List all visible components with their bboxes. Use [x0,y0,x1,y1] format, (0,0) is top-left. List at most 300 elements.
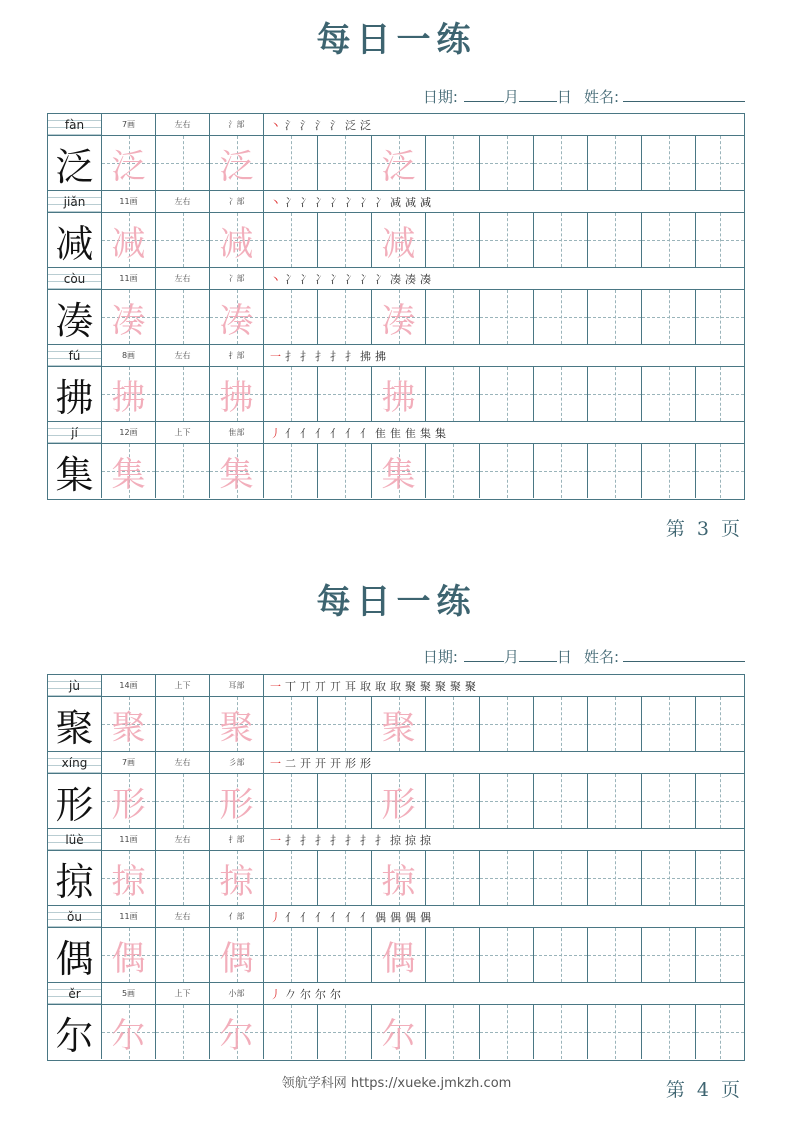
practice-box[interactable] [156,213,210,267]
practice-box[interactable] [426,444,480,498]
model-char: 减 [55,221,94,266]
trace-char: 偶 [219,938,254,979]
practice-box[interactable] [318,136,372,190]
practice-box[interactable] [426,851,480,905]
practice-box[interactable] [156,928,210,982]
radical: 冫部 [210,191,264,212]
trace-char-box [102,136,156,190]
radical: 隹部 [210,422,264,443]
stroke-step: 丌 [315,679,326,693]
stroke-step: 扌 [345,349,356,363]
page-number: 第 4 页 [665,1079,743,1101]
practice-box[interactable] [264,136,318,190]
stroke-step: 冫 [345,272,356,286]
stroke-step: 亻 [315,910,326,924]
stroke-step: 亻 [285,426,296,440]
trace-char: 集 [219,454,254,495]
practice-box[interactable] [318,213,372,267]
practice-box[interactable] [696,367,744,421]
stroke-order [264,752,744,773]
structure: 左右 [156,191,210,212]
practice-box[interactable] [642,774,696,828]
radical: 小部 [210,983,264,1004]
trace-char: 集 [381,454,416,495]
char-practice-row [48,928,744,983]
practice-box[interactable] [696,1005,744,1059]
practice-box[interactable] [588,928,642,982]
trace-char-box [372,290,426,344]
char-practice-row [48,1005,744,1060]
trace-char: 偶 [111,938,146,979]
pinyin: xíng [48,752,102,773]
model-char: 形 [55,782,94,827]
practice-box[interactable] [642,1005,696,1059]
trace-char-box [102,213,156,267]
structure: 上下 [156,422,210,443]
radical: 彡部 [210,752,264,773]
trace-char-box [210,136,264,190]
stroke-order [264,422,744,443]
char-info-row [48,191,744,213]
practice-box[interactable] [534,1005,588,1059]
practice-box[interactable] [642,290,696,344]
stroke-order [264,675,744,696]
stroke-step: 𠂊 [285,987,296,1001]
stroke-step: 冫 [345,195,356,209]
stroke-step: 扌 [285,349,296,363]
stroke-step: 扌 [315,349,326,363]
stroke-step: 尔 [315,987,326,1001]
practice-box[interactable] [480,851,534,905]
trace-char-box [372,928,426,982]
stroke-step: 一 [270,349,281,363]
practice-box[interactable] [480,1005,534,1059]
stroke-step: 扌 [375,833,386,847]
stroke-step: 亻 [285,910,296,924]
pinyin: jí [48,422,102,443]
practice-box[interactable] [534,136,588,190]
stroke-order [264,268,744,289]
practice-box[interactable] [156,136,210,190]
stroke-step: 亻 [360,910,371,924]
date-name-line [423,86,745,107]
stroke-step: 丅 [285,679,296,693]
trace-char: 掠 [381,861,416,902]
month-label: 月 [503,88,519,106]
model-char-box [48,697,102,751]
char-practice-row [48,774,744,829]
practice-box[interactable] [534,444,588,498]
stroke-step: 聚 [405,679,416,693]
trace-char-box [372,367,426,421]
stroke-step: 冫 [315,272,326,286]
stroke-step: 取 [390,679,401,693]
practice-box[interactable] [426,697,480,751]
trace-char: 泛 [219,146,254,187]
model-char: 泛 [55,144,94,189]
practice-box[interactable] [264,851,318,905]
practice-box[interactable] [642,367,696,421]
practice-box[interactable] [426,367,480,421]
stroke-step: 丿 [270,987,281,1001]
trace-char-box [372,774,426,828]
model-char: 集 [55,452,94,497]
stroke-step: 亻 [345,426,356,440]
practice-box[interactable] [588,290,642,344]
stroke-step: 氵 [300,118,311,132]
char-practice-row [48,697,744,752]
stroke-step: 氵 [330,118,341,132]
stroke-step: 一 [270,679,281,693]
stroke-step: 聚 [435,679,446,693]
char-info-row [48,345,744,367]
footer-watermark: 领航学科网 https://xueke.jmkzh.com [281,1076,512,1091]
practice-box[interactable] [588,774,642,828]
practice-box[interactable] [318,367,372,421]
trace-char-box [210,928,264,982]
structure: 上下 [156,675,210,696]
practice-box[interactable] [534,851,588,905]
practice-box[interactable] [480,290,534,344]
char-info-row [48,983,744,1005]
stroke-step: 凑 [405,272,416,286]
practice-box[interactable] [318,1005,372,1059]
practice-box[interactable] [696,697,744,751]
structure: 左右 [156,906,210,927]
practice-box[interactable] [264,1005,318,1059]
model-char: 拂 [55,375,94,420]
practice-box[interactable] [426,136,480,190]
practice-box[interactable] [588,444,642,498]
day-blank[interactable] [519,87,557,102]
practice-box[interactable] [156,697,210,751]
date-label: 日期: [422,88,458,106]
stroke-step: 冫 [360,272,371,286]
stroke-step: 丶 [270,272,281,286]
stroke-step: 聚 [420,679,431,693]
name-label: 姓名: [583,648,619,666]
name-blank[interactable] [623,647,745,662]
radical: 亻部 [210,906,264,927]
practice-box[interactable] [426,213,480,267]
structure: 左右 [156,345,210,366]
practice-box[interactable] [480,697,534,751]
stroke-step: 偶 [405,910,416,924]
stroke-count: 7画 [102,752,156,773]
practice-box[interactable] [588,697,642,751]
trace-char-box [372,213,426,267]
stroke-count: 11画 [102,829,156,850]
radical: 氵部 [210,114,264,135]
month-label: 月 [503,648,519,666]
stroke-count: 11画 [102,191,156,212]
stroke-step: 扌 [300,349,311,363]
practice-box[interactable] [318,851,372,905]
practice-box[interactable] [156,1005,210,1059]
stroke-step: 开 [300,756,311,770]
stroke-step: 取 [375,679,386,693]
char-info-row [48,752,744,774]
stroke-step: 冫 [300,195,311,209]
stroke-step: 隹 [375,426,386,440]
practice-box[interactable] [480,213,534,267]
practice-box[interactable] [426,1005,480,1059]
model-char-box [48,367,102,421]
practice-box[interactable] [642,213,696,267]
pinyin: fú [48,345,102,366]
practice-box[interactable] [534,290,588,344]
practice-box[interactable] [480,774,534,828]
structure: 左右 [156,829,210,850]
practice-box[interactable] [534,697,588,751]
practice-box[interactable] [264,213,318,267]
practice-box[interactable] [156,774,210,828]
practice-box[interactable] [480,367,534,421]
practice-box[interactable] [426,928,480,982]
day-label: 日 [556,648,572,666]
trace-char-box [210,367,264,421]
practice-box[interactable] [588,1005,642,1059]
model-char: 尔 [55,1013,94,1058]
stroke-step: 冫 [285,272,296,286]
char-info-row [48,114,744,136]
stroke-step: 丌 [300,679,311,693]
char-info-row [48,268,744,290]
stroke-step: 亻 [330,910,341,924]
radical: 耳部 [210,675,264,696]
practice-box[interactable] [264,444,318,498]
trace-char-box [102,928,156,982]
trace-char: 凑 [381,300,416,341]
practice-box[interactable] [642,136,696,190]
practice-box[interactable] [318,290,372,344]
stroke-step: 亻 [345,910,356,924]
model-char: 掠 [55,859,94,904]
practice-box[interactable] [264,928,318,982]
practice-box[interactable] [156,290,210,344]
day-label: 日 [556,88,572,106]
practice-box[interactable] [480,928,534,982]
practice-box[interactable] [426,774,480,828]
practice-box[interactable] [318,697,372,751]
practice-box[interactable] [642,928,696,982]
char-practice-row [48,851,744,906]
practice-box[interactable] [534,774,588,828]
trace-char: 掠 [111,861,146,902]
char-info-row [48,675,744,697]
stroke-step: 尔 [300,987,311,1001]
practice-box[interactable] [264,697,318,751]
model-char-box [48,774,102,828]
practice-box[interactable] [588,851,642,905]
practice-box[interactable] [318,928,372,982]
practice-box[interactable] [642,697,696,751]
stroke-step: 丌 [330,679,341,693]
practice-box[interactable] [588,136,642,190]
stroke-count: 11画 [102,268,156,289]
trace-char: 减 [111,223,146,264]
stroke-step: 形 [345,756,356,770]
stroke-step: 扌 [300,833,311,847]
radical: 冫部 [210,268,264,289]
stroke-step: 冫 [375,272,386,286]
model-char-box [48,444,102,498]
stroke-step: 集 [420,426,431,440]
trace-char: 泛 [111,146,146,187]
stroke-step: 掠 [390,833,401,847]
trace-char: 掠 [219,861,254,902]
trace-char: 减 [381,223,416,264]
pinyin: ěr [48,983,102,1004]
stroke-step: 凑 [420,272,431,286]
structure: 上下 [156,983,210,1004]
date-name-line [423,646,745,667]
stroke-step: 掠 [405,833,416,847]
practice-box[interactable] [696,928,744,982]
stroke-step: 冫 [360,195,371,209]
stroke-step: 一 [270,756,281,770]
month-blank[interactable] [464,647,504,662]
stroke-step: 冫 [330,195,341,209]
stroke-step: 冫 [300,272,311,286]
stroke-step: 亻 [315,426,326,440]
trace-char-box [372,136,426,190]
trace-char: 聚 [219,707,254,748]
month-blank[interactable] [464,87,504,102]
trace-char-box [210,851,264,905]
stroke-step: 氵 [315,118,326,132]
page-number: 第 3 页 [665,518,743,540]
stroke-count: 7画 [102,114,156,135]
trace-char: 凑 [111,300,146,341]
practice-box[interactable] [696,444,744,498]
practice-box[interactable] [156,851,210,905]
model-char-box [48,1005,102,1059]
stroke-step: 减 [405,195,416,209]
practice-box[interactable] [696,290,744,344]
stroke-step: 氵 [285,118,296,132]
stroke-step: 扌 [315,833,326,847]
stroke-step: 一 [270,833,281,847]
stroke-step: 亻 [330,426,341,440]
trace-char-box [372,697,426,751]
practice-box[interactable] [696,213,744,267]
page-title: 每日一练 [316,582,477,622]
trace-char-box [210,697,264,751]
stroke-step: 耳 [345,679,356,693]
practice-box[interactable] [426,290,480,344]
stroke-step: 丶 [270,118,281,132]
practice-box[interactable] [642,851,696,905]
practice-box[interactable] [264,290,318,344]
stroke-step: 集 [435,426,446,440]
radical: 扌部 [210,345,264,366]
stroke-step: 掠 [420,833,431,847]
trace-char: 集 [111,454,146,495]
pinyin: fàn [48,114,102,135]
practice-box[interactable] [534,367,588,421]
trace-char-box [102,697,156,751]
stroke-step: 凑 [390,272,401,286]
char-practice-row [48,290,744,345]
day-blank[interactable] [519,647,557,662]
stroke-step: 拂 [360,349,371,363]
practice-grid [47,674,745,1061]
trace-char: 聚 [111,707,146,748]
practice-box[interactable] [534,928,588,982]
stroke-step: 形 [360,756,371,770]
stroke-order [264,191,744,212]
trace-char: 尔 [381,1015,416,1056]
stroke-step: 聚 [465,679,476,693]
stroke-step: 泛 [345,118,356,132]
model-char-box [48,851,102,905]
trace-char-box [372,1005,426,1059]
page-title: 每日一练 [316,20,477,60]
practice-box[interactable] [264,367,318,421]
model-char: 凑 [55,298,94,343]
model-char-box [48,928,102,982]
trace-char-box [372,851,426,905]
practice-box[interactable] [318,444,372,498]
practice-box[interactable] [480,136,534,190]
practice-box[interactable] [696,136,744,190]
practice-box[interactable] [588,213,642,267]
pinyin: jù [48,675,102,696]
stroke-step: 取 [360,679,371,693]
practice-box[interactable] [156,367,210,421]
radical: 扌部 [210,829,264,850]
trace-char: 拂 [381,377,416,418]
practice-box[interactable] [318,774,372,828]
practice-grid [47,113,745,500]
practice-box[interactable] [534,213,588,267]
pinyin: lüè [48,829,102,850]
trace-char: 减 [219,223,254,264]
stroke-order [264,114,744,135]
practice-box[interactable] [156,444,210,498]
stroke-step: 亻 [300,910,311,924]
structure: 左右 [156,268,210,289]
practice-box[interactable] [264,774,318,828]
practice-box[interactable] [642,444,696,498]
char-practice-row [48,136,744,191]
trace-char: 尔 [219,1015,254,1056]
name-blank[interactable] [623,87,745,102]
stroke-step: 丿 [270,910,281,924]
trace-char-box [102,774,156,828]
char-practice-row [48,444,744,499]
stroke-count: 11画 [102,906,156,927]
practice-box[interactable] [588,367,642,421]
practice-box[interactable] [696,774,744,828]
stroke-step: 开 [315,756,326,770]
practice-box[interactable] [696,851,744,905]
stroke-count: 8画 [102,345,156,366]
stroke-count: 14画 [102,675,156,696]
trace-char-box [102,851,156,905]
char-info-row [48,906,744,928]
trace-char: 拂 [219,377,254,418]
stroke-step: 扌 [330,833,341,847]
stroke-step: 扌 [330,349,341,363]
pinyin: jiǎn [48,191,102,212]
trace-char-box [102,367,156,421]
stroke-step: 聚 [450,679,461,693]
trace-char: 聚 [381,707,416,748]
practice-box[interactable] [480,444,534,498]
stroke-step: 丶 [270,195,281,209]
